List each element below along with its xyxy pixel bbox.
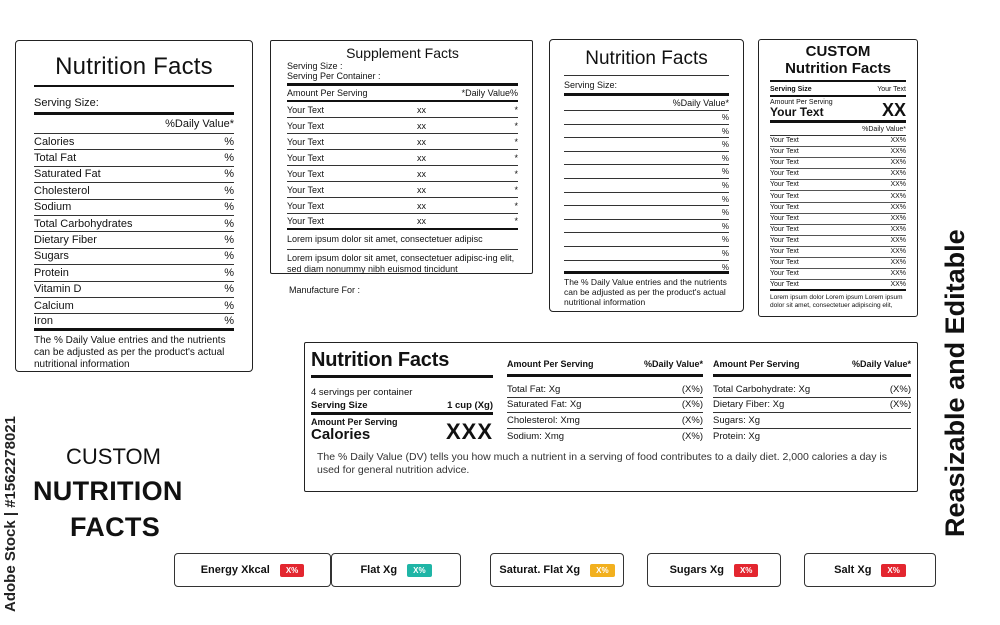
nutrient-name: Total Carbohydrates (34, 217, 133, 230)
serving-size-value: 1 cup (Xg) (447, 400, 493, 411)
row-qty: xx (417, 120, 426, 131)
row-text: Your Text (287, 216, 325, 226)
row-value: XX% (890, 148, 906, 156)
percent-row: % (564, 111, 729, 125)
row-dv: * (514, 184, 518, 195)
row-value: XX% (890, 192, 906, 200)
custom-row (770, 214, 906, 225)
daily-value-header: %Daily Value* (564, 96, 729, 111)
column-header (713, 359, 911, 377)
row-dv: * (514, 216, 518, 226)
calories-label: Calories (311, 426, 371, 443)
percent-row: % (564, 165, 729, 179)
nutrient-row (34, 314, 234, 330)
nutrient-row (34, 265, 234, 281)
nutrient-name: Protein: Xg (713, 430, 760, 442)
row-dv: * (514, 152, 518, 163)
nutrient-value: % (224, 314, 234, 327)
custom-row (770, 280, 906, 291)
row-text: Your Text (287, 120, 325, 131)
nutrient-row (34, 249, 234, 265)
calories-col (311, 417, 398, 443)
nutrient-value: (X%) (681, 430, 703, 442)
row-qty: xx (417, 216, 426, 226)
row-text: Your Text (770, 225, 799, 233)
serving-row (770, 82, 906, 97)
nutrient-name: Saturated Fat (34, 168, 101, 181)
salt-pill (804, 553, 936, 587)
amount-header-row (287, 86, 518, 102)
supplement-row (287, 182, 518, 198)
nutrient-row (507, 382, 703, 398)
nutrient-name: Dietary Fiber (34, 234, 97, 247)
serving-size: Serving Size: (564, 80, 729, 96)
nutrient-value: (X%) (681, 414, 703, 426)
pill-tag: X% (590, 564, 614, 577)
custom-row (770, 136, 906, 147)
serving-size-label: Serving Size (311, 400, 368, 411)
daily-value-header: %Daily Value* (34, 115, 234, 134)
footnote: The % Daily Value (DV) tells you how much a nutrient in a serving of food contributes to a daily diet. 2,000 calories a day is used for general nutrition advice. (317, 451, 888, 476)
row-text: Your Text (287, 168, 325, 179)
custom-row (770, 158, 906, 169)
nutrient-value: % (224, 250, 234, 263)
calories-row (311, 415, 493, 443)
custom-row (770, 203, 906, 214)
nutrient-value: (X%) (681, 399, 703, 411)
nutrient-value: % (224, 299, 234, 312)
daily-value-header: %Daily Value* (643, 359, 703, 369)
nutrient-name: Calories (34, 135, 75, 148)
label-title: Nutrition Facts (34, 53, 234, 87)
servings-per-container: 4 servings per container (311, 387, 413, 398)
nutrient-value: % (224, 217, 234, 230)
row-text: Your Text (770, 137, 799, 145)
nutrient-value: % (224, 266, 234, 279)
row-dv: * (514, 120, 518, 131)
heading-facts: FACTS (70, 512, 161, 542)
pill-label: Flat Xg (360, 564, 398, 576)
row-text: Your Text (770, 203, 799, 211)
nutrient-value: (X%) (889, 383, 911, 395)
nutrient-value: % (224, 168, 234, 181)
nutrient-name: Sodium (34, 201, 72, 214)
amount-per-serving: Amount Per Serving (770, 99, 833, 106)
nutrient-row (34, 183, 234, 199)
nutrient-value: (X%) (889, 399, 911, 411)
energy-pill (174, 553, 331, 587)
supplement-row (287, 214, 518, 230)
custom-row (770, 169, 906, 180)
supplement-rows (287, 102, 518, 230)
percent-row: % (564, 206, 729, 220)
amount-header: Amount Per Serving (287, 88, 368, 98)
percent-row: % (564, 152, 729, 166)
row-text: Your Text (770, 181, 799, 189)
row-dv: * (514, 136, 518, 147)
percent-rows (564, 111, 729, 274)
row-text: Your Text (287, 200, 325, 211)
serving-size-row (311, 398, 493, 415)
percent-row: % (564, 125, 729, 139)
row-qty: xx (417, 152, 426, 163)
saturated-fat-pill (490, 553, 624, 587)
nutrition-label-wide (304, 342, 918, 492)
nutrient-name: Total Fat (34, 152, 77, 165)
label-note: The % Daily Value entries and the nutrients can be adjusted as per the product's actual nutritional information (34, 334, 226, 370)
row-qty: xx (417, 184, 426, 195)
pill-tag: X% (407, 564, 431, 577)
nutrient-row (713, 429, 911, 445)
pill-tag: X% (280, 564, 304, 577)
nutrient-row (713, 413, 911, 429)
nutrient-value: % (224, 135, 234, 148)
nutrient-name: Protein (34, 266, 69, 279)
serving-value: Your Text (877, 86, 906, 93)
supplement-row (287, 134, 518, 150)
row-qty: xx (417, 136, 426, 147)
row-text: Your Text (770, 148, 799, 156)
column-header (507, 359, 703, 377)
supplement-row (287, 150, 518, 166)
nutrient-name: Sugars: Xg (713, 414, 760, 426)
nutrients-column-1 (507, 359, 703, 444)
row-dv: * (514, 200, 518, 211)
row-value: XX% (890, 270, 906, 278)
nutrient-row (34, 200, 234, 216)
side-caption: Reasizable and Editable (940, 229, 970, 537)
row-qty: xx (417, 104, 426, 115)
lorem-text: Lorem ipsum dolor sit amet, consectetuer adipisc (287, 230, 518, 250)
row-dv: * (514, 168, 518, 179)
heading-custom: CUSTOM (66, 444, 161, 469)
label-title: Supplement Facts (346, 45, 459, 61)
custom-row (770, 225, 906, 236)
amount-value: XX (881, 100, 906, 120)
nutrient-value: % (224, 184, 234, 197)
label-title: Nutrition Facts (770, 60, 906, 82)
custom-rows (770, 136, 906, 291)
row-value: XX% (890, 159, 906, 167)
label-title-custom: CUSTOM (805, 43, 871, 60)
supplement-row (287, 118, 518, 134)
heading-nutrition: NUTRITION (33, 476, 183, 506)
nutrients-column-2 (713, 359, 911, 444)
nutrient-row (507, 413, 703, 429)
summary-column (311, 349, 493, 443)
nutrient-name: Sodium: Xmg (507, 430, 565, 442)
nutrient-value: % (224, 152, 234, 165)
supplement-row (287, 166, 518, 182)
row-value: XX% (890, 280, 906, 288)
supplement-row (287, 102, 518, 118)
nutrient-name: Calcium (34, 299, 74, 312)
row-value: XX% (890, 181, 906, 189)
custom-row (770, 247, 906, 258)
nutrient-row (34, 167, 234, 183)
nutrition-label-blank (549, 39, 744, 312)
row-value: XX% (890, 170, 906, 178)
supplement-facts-label (270, 40, 533, 274)
row-qty: xx (417, 168, 426, 179)
serving-size: Serving Size : (287, 61, 343, 71)
row-text: Your Text (770, 280, 799, 288)
nutrient-value: % (224, 201, 234, 214)
nutrient-name: Total Carbohydrate: Xg (713, 383, 811, 395)
row-text: Your Text (770, 170, 799, 178)
row-text: Your Text (770, 259, 799, 267)
percent-row: % (564, 220, 729, 234)
percent-row: % (564, 261, 729, 275)
lorem-text: Lorem ipsum dolor sit amet, consectetuer adipisc-ing elit, sed diam nonummy nibh euismod tincidunt (287, 253, 515, 274)
nutrient-name: Cholesterol: Xmg (507, 414, 580, 426)
pill-label: Energy Xkcal (200, 564, 270, 576)
percent-row: % (564, 138, 729, 152)
serving-per-container: Serving Per Container : (287, 71, 518, 86)
nutrition-label-classic (15, 40, 253, 372)
pill-label: Saturat. Flat Xg (499, 564, 581, 576)
percent-row: % (564, 179, 729, 193)
row-text: Your Text (770, 159, 799, 167)
nutrient-row (34, 150, 234, 166)
custom-row (770, 269, 906, 280)
pill-tag: X% (881, 564, 905, 577)
nutrient-row (34, 232, 234, 248)
row-dv: * (514, 104, 518, 115)
nutrient-name: Total Fat: Xg (507, 383, 561, 395)
pill-label: Sugars Xg (669, 564, 724, 576)
percent-row: % (564, 233, 729, 247)
nutrient-name: Cholesterol (34, 184, 90, 197)
row-text: Your Text (770, 192, 799, 200)
nutrient-row (34, 298, 234, 314)
amount-per-serving: Amount Per Serving (311, 417, 398, 427)
row-value: XX% (890, 137, 906, 145)
custom-row (770, 236, 906, 247)
amount-row (770, 97, 906, 123)
nutrient-value: % (224, 234, 234, 247)
daily-value-header: *Daily Value% (461, 88, 518, 98)
row-value: XX% (890, 203, 906, 211)
percent-row: % (564, 247, 729, 261)
nutrient-rows (34, 134, 234, 331)
calories-value: XXX (445, 419, 493, 444)
fat-pill (331, 553, 461, 587)
supplement-row (287, 198, 518, 214)
daily-value-header: %Daily Value* (770, 123, 906, 136)
nutrient-name: Vitamin D (34, 283, 82, 296)
custom-row (770, 258, 906, 269)
row-text: Your Text (770, 247, 799, 255)
custom-row (770, 147, 906, 158)
row-text: Your Text (287, 104, 325, 115)
nutrient-name: Saturated Fat: Xg (507, 399, 582, 411)
nutrient-value: % (224, 283, 234, 296)
watermark-caption: Adobe Stock | #1562278021 (2, 416, 19, 612)
row-value: XX% (890, 247, 906, 255)
nutrient-name: Sugars (34, 250, 69, 263)
label-note: The % Daily Value entries and the nutrients can be adjusted as per the product's actual nutritional information (564, 277, 727, 308)
nutrient-row (34, 282, 234, 298)
row-value: XX% (890, 225, 906, 233)
pill-tag: X% (734, 564, 758, 577)
row-text: Your Text (287, 184, 325, 195)
label-title: Nutrition Facts (564, 48, 729, 76)
sugars-pill (647, 553, 781, 587)
percent-row: % (564, 193, 729, 207)
row-qty: xx (417, 200, 426, 211)
nutrient-value: (X%) (681, 383, 703, 395)
amount-header: Amount Per Serving (713, 359, 800, 369)
row-value: XX% (890, 236, 906, 244)
nutrient-row (34, 134, 234, 150)
nutrient-row (713, 398, 911, 414)
custom-row (770, 191, 906, 202)
serving-size: Serving Size (770, 86, 812, 93)
amount-col (770, 99, 833, 119)
serving-size: Serving Size: (34, 97, 234, 115)
nutrient-row (34, 216, 234, 232)
custom-nutrition-label (758, 39, 918, 317)
lorem-text: Lorem ipsum dolor Lorem ipsum Lorem ipsum dolor sit amet, consectetuer adipiscing elit, (770, 294, 903, 310)
row-value: XX% (890, 214, 906, 222)
amount-header: Amount Per Serving (507, 359, 594, 369)
manufacture-for: Manufacture For : (289, 285, 361, 295)
row-text: Your Text (770, 236, 799, 244)
row-text: Your Text (770, 214, 799, 222)
daily-value-header: %Daily Value* (851, 359, 911, 369)
nutrient-row (713, 382, 911, 398)
nutrient-row (507, 398, 703, 414)
row-text: Your Text (287, 152, 325, 163)
row-text: Your Text (287, 136, 325, 147)
row-text: Your Text (770, 270, 799, 278)
label-title: Nutrition Facts (311, 349, 493, 378)
nutrient-name: Iron (34, 314, 53, 327)
nutrient-row (507, 429, 703, 445)
amount-text: Your Text (770, 105, 824, 119)
custom-row (770, 180, 906, 191)
row-value: XX% (890, 259, 906, 267)
pill-label: Salt Xg (834, 564, 872, 576)
nutrient-name: Dietary Fiber: Xg (713, 399, 785, 411)
